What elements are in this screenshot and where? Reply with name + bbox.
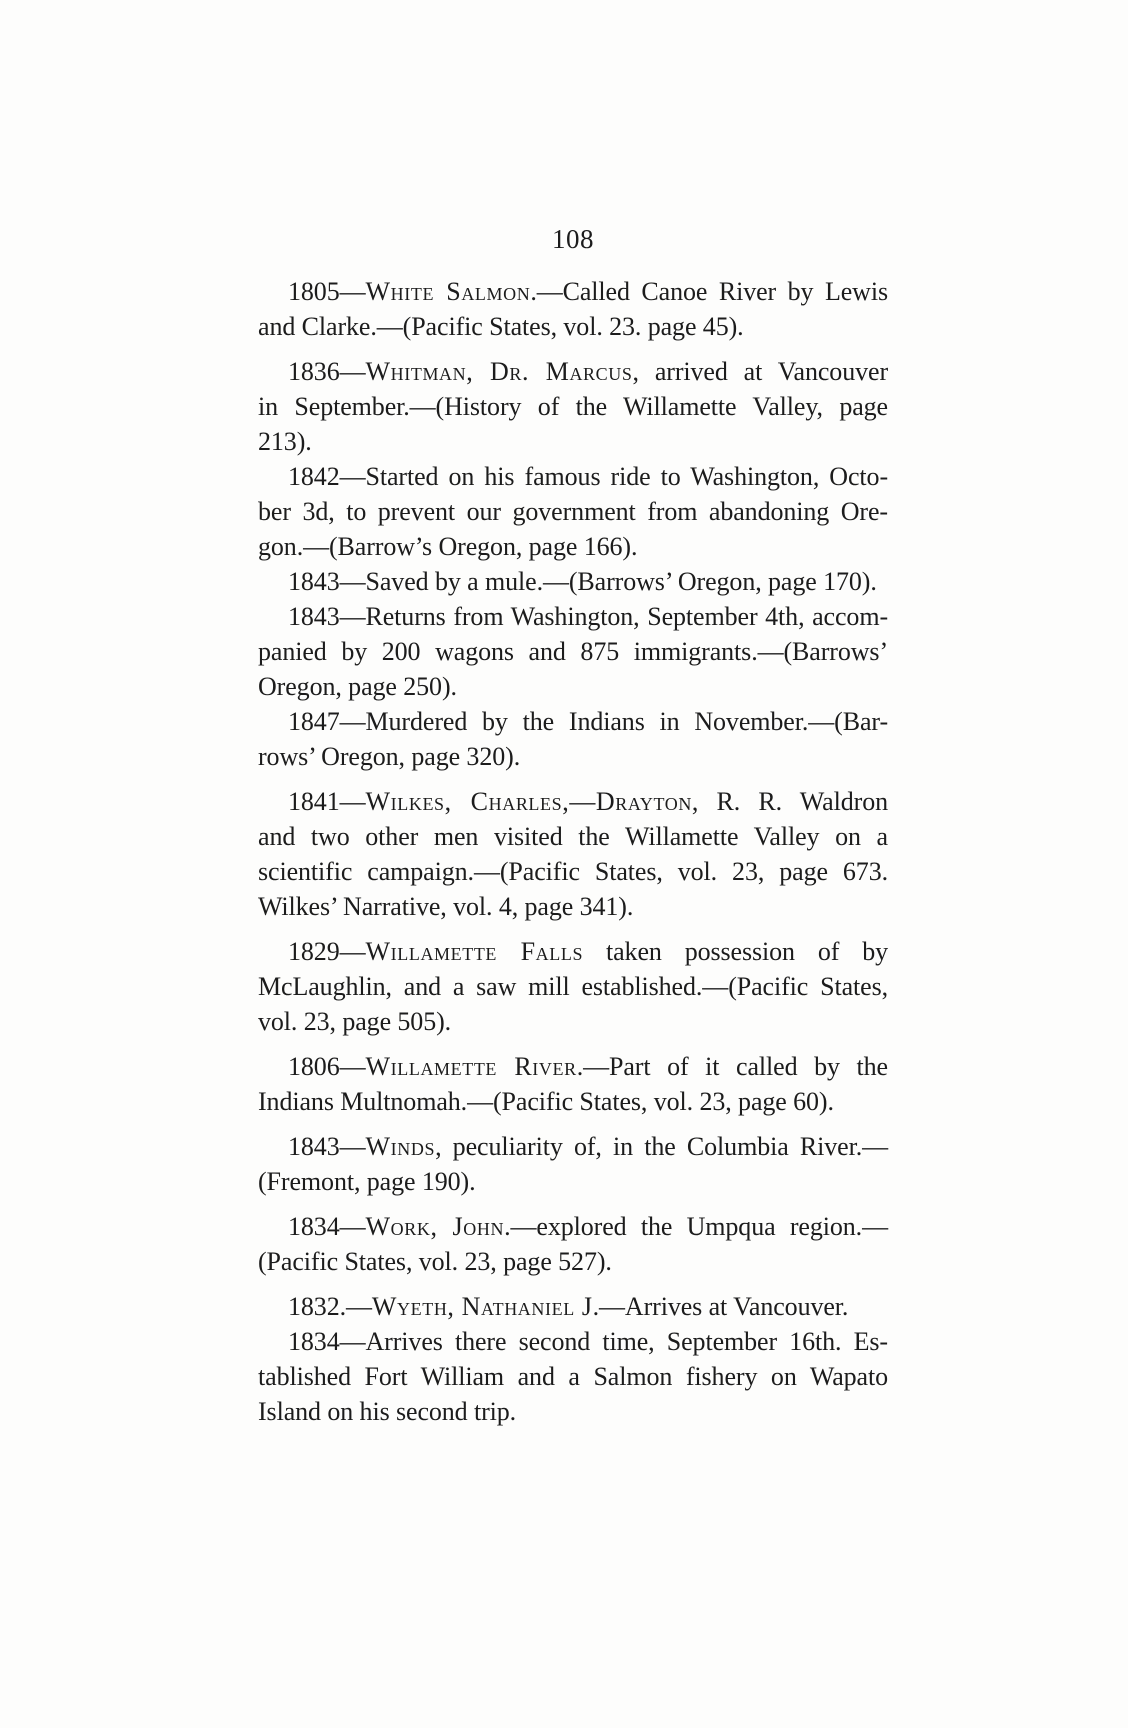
index-entry bbox=[258, 459, 888, 564]
entry-text: rows’ Oregon, page 320). bbox=[258, 742, 521, 771]
entry-text: in September.—(History of the Willamette Valley, page bbox=[258, 392, 888, 421]
text-line bbox=[258, 309, 888, 344]
text-line bbox=[258, 704, 888, 739]
text-line bbox=[258, 889, 888, 924]
entry-text: 1842—Started on his famous ride to Washington, Octo- bbox=[288, 462, 888, 491]
entry-text: panied by 200 wagons and 875 immigrants.—(Barrows’ bbox=[258, 637, 888, 666]
text-line bbox=[258, 1209, 888, 1244]
text-line bbox=[258, 389, 888, 424]
text-line bbox=[258, 634, 888, 669]
entry-text: Oregon, page 250). bbox=[258, 672, 457, 701]
entry-text: 1836— bbox=[288, 357, 366, 386]
text-line bbox=[258, 1394, 888, 1429]
subject-name: Whitman, Dr. Marcus bbox=[365, 357, 633, 386]
text-line bbox=[258, 424, 888, 459]
entry-text: .—Arrives at Vancouver. bbox=[592, 1292, 849, 1321]
text-line bbox=[258, 1324, 888, 1359]
entry-text: and two other men visited the Willamette Valley on a bbox=[258, 822, 888, 851]
entry-text: and Clarke.—(Pacific States, vol. 23. page 45). bbox=[258, 312, 744, 341]
text-line bbox=[258, 1049, 888, 1084]
entry-text: (Pacific States, vol. 23, page 527). bbox=[258, 1247, 612, 1276]
text-line bbox=[258, 1084, 888, 1119]
subject-name: White Salmon bbox=[365, 277, 531, 306]
entry-text: (Fremont, page 190). bbox=[258, 1167, 476, 1196]
entry-text: 1843—Saved by a mule.—(Barrows’ Oregon, page 170). bbox=[288, 567, 877, 596]
text-line bbox=[258, 1129, 888, 1164]
entry-text: Wilkes’ Narrative, vol. 4, page 341). bbox=[258, 892, 634, 921]
subject-name: Willamette River bbox=[365, 1052, 577, 1081]
index-entry bbox=[258, 784, 888, 924]
text-line bbox=[258, 969, 888, 1004]
entry-text: Indians Multnomah.—(Pacific States, vol. 23, page 60). bbox=[258, 1087, 834, 1116]
text-line bbox=[258, 274, 888, 309]
text-line bbox=[258, 669, 888, 704]
text-line bbox=[258, 934, 888, 969]
index-entry bbox=[258, 354, 888, 459]
entry-text: gon.—(Barrow’s Oregon, page 166). bbox=[258, 532, 638, 561]
index-entry bbox=[258, 934, 888, 1039]
index-entry bbox=[258, 1289, 888, 1324]
text-line bbox=[258, 819, 888, 854]
entry-text: .—explored the Umpqua region.— bbox=[504, 1212, 888, 1241]
entry-text: vol. 23, page 505). bbox=[258, 1007, 452, 1036]
text-line bbox=[258, 494, 888, 529]
entry-text: 1832.— bbox=[288, 1292, 372, 1321]
index-entry bbox=[258, 1209, 888, 1279]
text-line bbox=[258, 564, 888, 599]
index-entry bbox=[258, 274, 888, 344]
text-line bbox=[258, 459, 888, 494]
entry-text: scientific campaign.—(Pacific States, vol. 23, page 673. bbox=[258, 857, 888, 886]
index-entry bbox=[258, 1324, 888, 1429]
page-content bbox=[258, 222, 888, 1429]
index-entry bbox=[258, 599, 888, 704]
entry-text: 1841— bbox=[288, 787, 366, 816]
text-line bbox=[258, 784, 888, 819]
subject-name: Wilkes, Charles,—Drayton bbox=[365, 787, 692, 816]
entry-text: 1847—Murdered by the Indians in November.—(Bar- bbox=[288, 707, 888, 736]
entries bbox=[258, 274, 888, 1429]
text-line bbox=[258, 854, 888, 889]
text-line bbox=[258, 1244, 888, 1279]
subject-name: Winds bbox=[365, 1132, 436, 1161]
entry-text: .—Called Canoe River by Lewis bbox=[530, 277, 888, 306]
entry-text: , arrived at Vancouver bbox=[632, 357, 888, 386]
text-line bbox=[258, 354, 888, 389]
text-line bbox=[258, 599, 888, 634]
entry-text: 1805— bbox=[288, 277, 366, 306]
entry-text: , peculiarity of, in the Columbia River.— bbox=[435, 1132, 888, 1161]
entry-text: .—Part of it called by the bbox=[576, 1052, 888, 1081]
entry-text: ber 3d, to prevent our government from abandoning Ore- bbox=[258, 497, 888, 526]
subject-name: Willamette Falls bbox=[365, 937, 584, 966]
entry-text: McLaughlin, and a saw mill established.—(Pacific States, bbox=[258, 972, 888, 1001]
page-number: 108 bbox=[552, 224, 594, 254]
subject-name: Wyeth, Nathaniel J bbox=[371, 1292, 593, 1321]
entry-text: taken possession of by bbox=[583, 937, 888, 966]
index-entry bbox=[258, 1129, 888, 1199]
entry-text: 1843— bbox=[288, 1132, 366, 1161]
entry-text: 1834—Arrives there second time, September 16th. Es- bbox=[288, 1327, 888, 1356]
entry-text: 1806— bbox=[288, 1052, 366, 1081]
text-line bbox=[258, 1004, 888, 1039]
text-line bbox=[258, 1289, 888, 1324]
text-line bbox=[258, 529, 888, 564]
index-entry bbox=[258, 704, 888, 774]
text-line bbox=[258, 739, 888, 774]
entry-text: Island on his second trip. bbox=[258, 1397, 517, 1426]
index-entry bbox=[258, 1049, 888, 1119]
entry-text: 1834— bbox=[288, 1212, 366, 1241]
entry-text: 1843—Returns from Washington, September 4th, accom- bbox=[288, 602, 888, 631]
entry-text: tablished Fort William and a Salmon fishery on Wapato bbox=[258, 1362, 888, 1391]
index-entry bbox=[258, 564, 888, 599]
entry-text: , R. R. Waldron bbox=[691, 787, 888, 816]
subject-name: Work, John bbox=[365, 1212, 505, 1241]
entry-text: 213). bbox=[258, 427, 312, 456]
entry-text: 1829— bbox=[288, 937, 366, 966]
text-line bbox=[258, 1359, 888, 1394]
text-line bbox=[258, 1164, 888, 1199]
